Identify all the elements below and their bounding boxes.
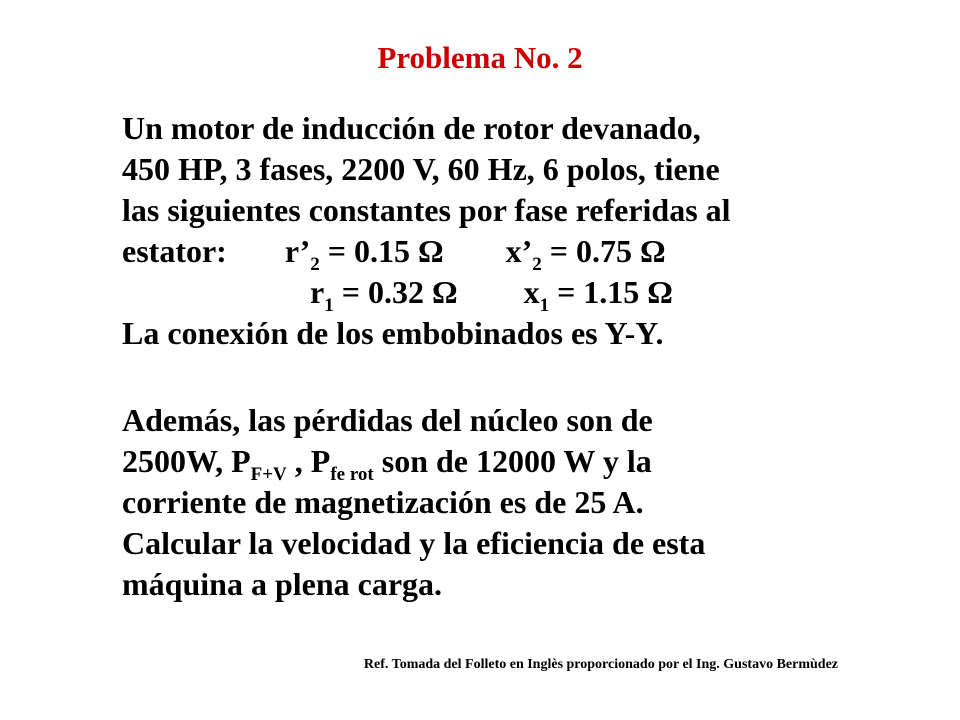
r1-value: = 0.32 Ω [333,274,458,310]
rot-loss-text: son de 12000 W y la [373,443,652,479]
statement-line-3: las siguientes constantes por fase referidas al [122,192,731,228]
stator-label: estator: [122,233,227,269]
statement-line-1: Un motor de inducción de rotor devanado, [122,110,701,146]
problem-title: Problema No. 2 [377,40,583,75]
x2-value: = 0.75 Ω [541,233,666,269]
task-line-5: máquina a plena carga. [122,566,443,602]
pfv-subscript: F+V [250,464,287,485]
reference-note: Ref. Tomada del Folleto en Inglès proporcionado por el Ing. Gustavo Bermùdez [363,657,838,672]
task-line-3: corriente de magnetización es de 25 A. [122,484,644,520]
statement-line-5 [122,272,842,316]
pfe-rot-subscript: fe rot [330,464,374,485]
x1-value: = 1.15 Ω [549,274,673,310]
core-loss-text: 2500W, P [122,443,251,479]
r2-subscript: 2 [310,254,320,275]
task-line-2 [122,441,842,485]
r1-subscript: 1 [324,295,334,316]
task-line-1: Además, las pérdidas del núcleo son de [122,402,653,438]
pfe-text: , P [286,443,331,479]
r2-symbol: r’ [284,233,311,269]
x1-subscript: 1 [539,295,550,316]
x2-subscript: 2 [532,254,542,275]
problem-statement [122,108,842,354]
r1-symbol: r [310,274,325,310]
x2-symbol: x’ [505,233,533,269]
task-line-4: Calcular la velocidad y la eficiencia de esta [122,525,706,561]
statement-line-4 [122,231,842,275]
x1-symbol: x [523,274,540,310]
statement-line-2: 450 HP, 3 fases, 2200 V, 60 Hz, 6 polos, tiene [122,151,720,187]
r2-value: = 0.15 Ω [319,233,444,269]
statement-line-6: La conexión de los embobinados es Y-Y. [122,315,664,351]
losses-and-task [122,400,842,605]
